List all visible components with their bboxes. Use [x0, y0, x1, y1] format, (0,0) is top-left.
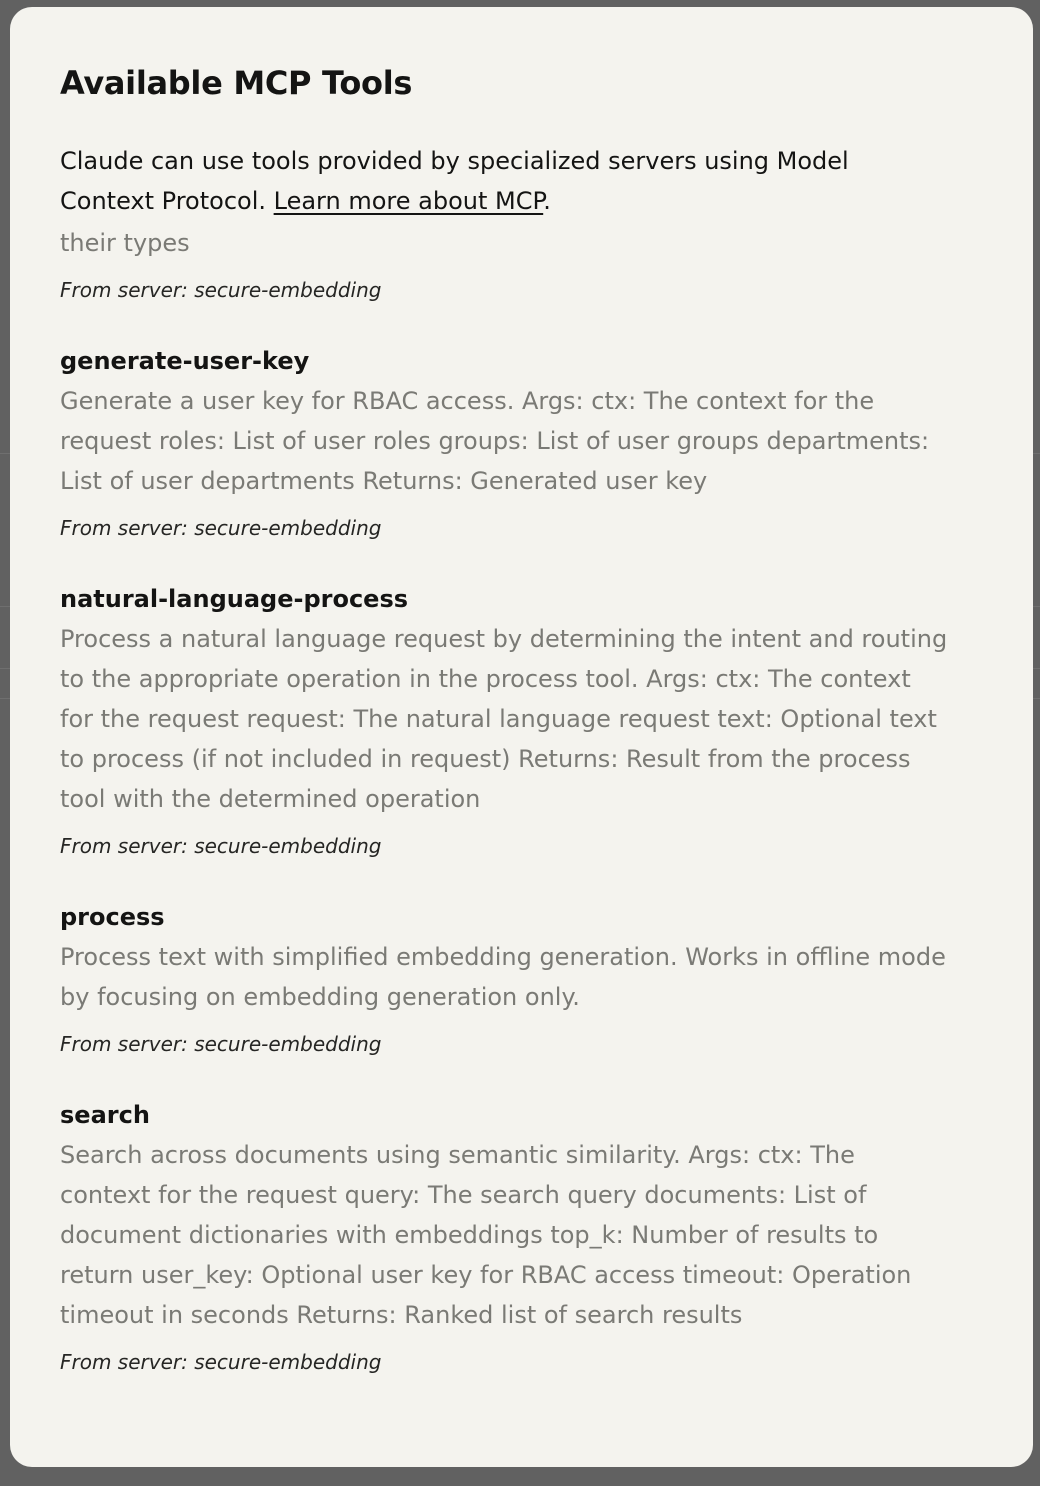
tool-name: search — [60, 1101, 150, 1129]
tool-description: their types — [60, 229, 190, 257]
tool-server-label: From server: secure-embedding — [60, 1350, 382, 1374]
tool-name: natural-language-process — [60, 585, 409, 613]
tool-server-label: From server: secure-embedding — [60, 278, 382, 302]
intro-end: . — [543, 187, 551, 215]
tool-server-label: From server: secure-embedding — [60, 516, 382, 540]
tool-item-generate-user-key — [60, 341, 983, 543]
tool-description: Process text with simplified embedding generation. Works in offline mode by focusing on embedding generation only. — [60, 943, 946, 1011]
tool-item-partial — [60, 223, 983, 305]
tool-description: Generate a user key for RBAC access. Args: ctx: The context for the request roles: List of user roles groups: List of user groups departments: List of user departments Returns: Generated user key — [60, 387, 930, 495]
tool-description: Search across documents using semantic similarity. Args: ctx: The context for the request query: The search query documents: List of document dictionaries with embeddings top_k: Number of results to return user_key: Optional user key for RBAC access timeout: Operation timeout in seconds Returns: Ranked list of search results — [60, 1141, 912, 1329]
learn-more-link[interactable]: Learn more about MCP — [273, 187, 544, 215]
tool-item-search — [60, 1095, 983, 1377]
tool-server-label: From server: secure-embedding — [60, 1032, 382, 1056]
tool-description: Process a natural language request by determining the intent and routing to the appropriate operation in the process tool. Args: ctx: The context for the request request: The natural language request text: Optional text to process (if not included in request) Returns: Result from the process tool with the determined operation — [60, 625, 948, 813]
dialog-intro — [60, 141, 940, 221]
tool-name: process — [60, 903, 165, 931]
tool-server-label: From server: secure-embedding — [60, 834, 382, 858]
tool-item-process — [60, 897, 983, 1059]
dialog-title: Available MCP Tools — [60, 64, 413, 102]
mcp-tools-dialog — [10, 7, 1033, 1467]
tool-name: generate-user-key — [60, 347, 310, 375]
tool-item-natural-language-process — [60, 579, 983, 861]
intro-text: Claude can use tools provided by specialized servers using Model Context Protocol. — [60, 147, 849, 215]
